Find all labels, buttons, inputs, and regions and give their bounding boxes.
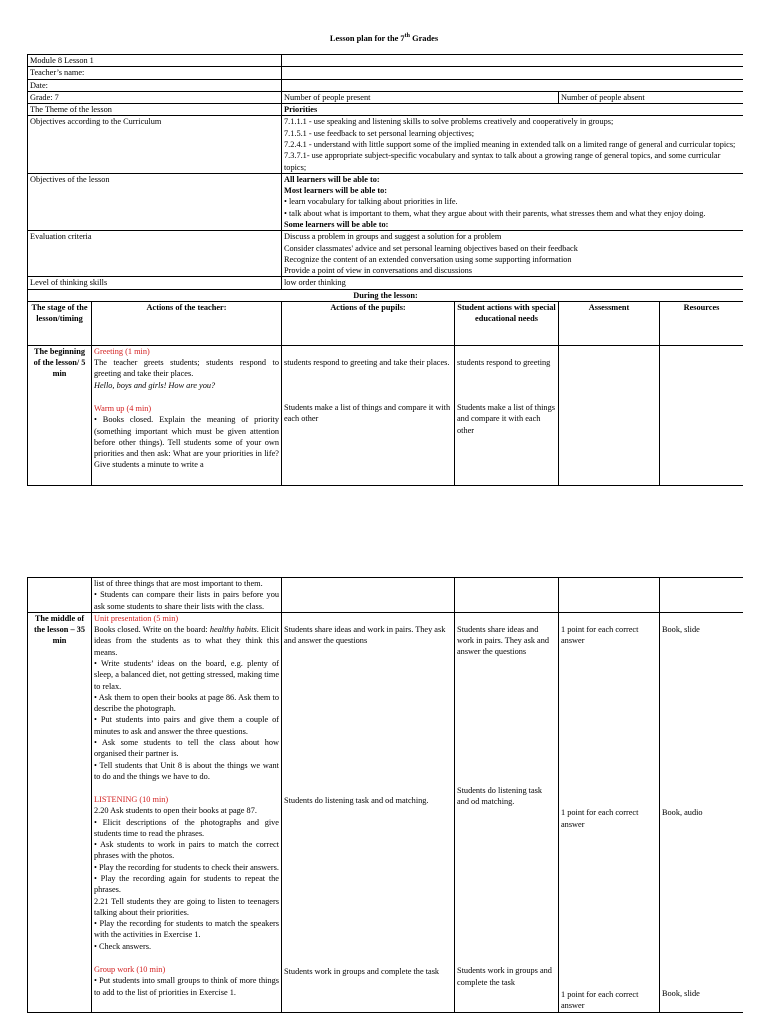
stage-header: The stage of the lesson/timing — [28, 301, 92, 345]
beginning-pupil-actions — [282, 345, 455, 485]
middle-stage: The middle of the lesson – 35 min — [28, 612, 92, 1012]
objectives-row — [28, 173, 744, 230]
thinking-level-row — [28, 277, 744, 289]
curriculum-line: 7.1.5.1 - use feedback to set personal learning objectives; — [284, 128, 475, 138]
curriculum-line: 7.1.1.1 - use speaking and listening skills to solve problems creatively and cooperatively in groups; — [284, 117, 614, 127]
curriculum-objectives — [282, 116, 744, 173]
date-label: Date: — [28, 79, 282, 91]
unit-step: • Put students into pairs and give them a couple of minutes to ask and answer the three questions. — [94, 715, 279, 736]
listening-step: • Elicit descriptions of the photographs and give students time to read the phrases. — [94, 817, 279, 838]
middle-row — [28, 612, 744, 1012]
continuation-row — [28, 578, 744, 613]
beginning-row — [28, 345, 744, 485]
unit-step: • Ask them to open their books at page 86. Ask them to describe the photograph. — [94, 692, 279, 714]
continuation-teacher-actions — [92, 578, 282, 613]
greeting-heading: Greeting (1 min) — [94, 346, 150, 356]
teacher-actions-header: Actions of the teacher: — [92, 301, 282, 345]
criteria-line: Discuss a problem in groups and suggest a solution for a problem — [284, 232, 502, 242]
unit-step: • Ask some students to tell the class about how organised their partner is. — [94, 737, 279, 759]
unit-step: • Write students’ ideas on the board, e.g. plenty of sleep, a balanced diet, not getting stressed, making time to relax. — [94, 658, 280, 691]
curriculum-row — [28, 116, 744, 173]
group-work-heading: Group work (10 min) — [94, 965, 166, 974]
group-assessment: 1 point for each correct answer — [561, 989, 639, 1011]
objective-line: • learn vocabulary for talking about priorities in life. — [284, 197, 458, 207]
sen-greeting: students respond to greeting — [457, 357, 551, 367]
evaluation-label: Evaluation criteria — [28, 231, 282, 277]
resources-header: Resources — [660, 301, 744, 345]
middle-assessment — [559, 612, 660, 1012]
listening-heading: LISTENING (10 min) — [94, 795, 169, 805]
unit-pupil-actions: Students share ideas and work in pairs. They ask and answer the questions — [284, 624, 446, 646]
grade-row — [28, 91, 744, 103]
greeting-phrase: Hello, boys and girls! How are you? — [94, 380, 216, 390]
listening-step: • Check answers. — [94, 941, 152, 951]
theme-label: The Theme of the lesson — [28, 104, 282, 116]
unit-sen-actions: Students share ideas and work in pairs. They ask and answer the questions — [457, 624, 550, 657]
some-learners-heading: Some learners will be able to: — [284, 219, 389, 229]
middle-resources — [660, 612, 744, 1012]
module-label: Module 8 Lesson 1 — [28, 55, 282, 67]
beginning-resources — [660, 345, 744, 485]
criteria-line: Provide a point of view in conversations and discussions — [284, 266, 473, 276]
criteria-line: Recognize the content of an extended conversation using some supporting information — [284, 254, 572, 264]
group-resources: Book, slide — [662, 989, 700, 999]
objective-line: • talk about what is important to them, what they argue about with their parents, what stresses them and what they enjoy doing. — [284, 208, 706, 218]
middle-pupil-actions — [282, 612, 455, 1012]
assessment-header: Assessment — [559, 301, 660, 345]
page-one — [27, 54, 743, 502]
objectives-label: Objectives of the lesson — [28, 173, 282, 230]
teacher-label: Teacher’s name: — [28, 67, 282, 79]
middle-teacher-actions — [92, 612, 282, 1012]
curriculum-line: 7.3.7.1- use appropriate subject-specific vocabulary and syntax to talk about a growing range of general topics, and some curricular topics; — [284, 151, 721, 172]
group-work-step: • Put students into small groups to think of more things to add to the list of priorities in Exercise 1. — [94, 976, 279, 997]
pupil-warm-up: Students make a list of things and compare it with each other — [284, 403, 451, 424]
present-label: Number of people present — [282, 91, 559, 103]
unit-intro: Books closed. Write on the board: healthy habits. Elicit ideas from the students as to what they think this means. — [94, 625, 279, 657]
listening-step: • Play the recording for students to check their answers. — [94, 862, 279, 872]
group-sen-actions: Students work in groups and complete the task — [457, 966, 552, 987]
sen-warm-up: Students make a list of things and compare it with each other — [457, 403, 555, 435]
middle-sen-actions — [455, 612, 559, 1012]
criteria-line: Consider classmates' advice and set personal learning objectives based on their feedback — [284, 243, 578, 253]
document-title: Lesson plan for the 7th Grades — [329, 33, 439, 43]
beginning-assessment — [559, 345, 660, 485]
curriculum-label: Objectives according to the Curriculum — [28, 116, 282, 173]
beginning-stage: The beginning of the lesson/ 5 min — [28, 345, 92, 485]
unit-assessment: 1 point for each correct answer — [561, 624, 639, 646]
lesson-objectives — [282, 173, 744, 230]
pupil-actions-header: Actions of the pupils: — [282, 301, 455, 345]
beginning-sen-actions — [455, 345, 559, 485]
evaluation-row — [28, 231, 744, 277]
theme-row — [28, 104, 744, 116]
listening-pupil-actions: Students do listening task and od matching. — [284, 796, 429, 806]
thinking-level-value: low order thinking — [282, 277, 744, 289]
lesson-plan-table-page-1 — [27, 54, 743, 486]
group-pupil-actions: Students work in groups and complete the task — [284, 966, 440, 976]
sen-actions-header: Student actions with special educational needs — [455, 301, 559, 345]
most-learners-heading: Most learners will be able to: — [284, 186, 387, 196]
pupil-greeting: students respond to greeting and take their places. — [284, 357, 450, 367]
listening-resources: Book, audio — [662, 808, 703, 818]
listening-step: • Ask students to work in pairs to match the correct phrases with the photos. — [94, 840, 279, 861]
grade-label: Grade: 7 — [28, 91, 282, 103]
listening-step: • Play the recording again for students to repeat the phrases. — [94, 874, 279, 895]
beginning-teacher-actions — [92, 345, 282, 485]
unit-presentation-heading: Unit presentation (5 min) — [94, 613, 179, 623]
page-two — [27, 577, 743, 1024]
listening-step: • Play the recording for students to match the speakers with the activities in Exercise 1. — [94, 919, 279, 940]
curriculum-line: 7.2.4.1 - understand with little support some of the implied meaning in extended talk on a limited range of general and curricular topics; — [284, 139, 736, 149]
during-lesson-row — [28, 289, 744, 301]
date-row — [28, 79, 744, 91]
teacher-row — [28, 67, 744, 79]
continuation-line: list of three things that are most important to them. — [94, 579, 263, 588]
theme-value: Priorities — [282, 104, 744, 116]
unit-resources: Book, slide — [662, 624, 700, 634]
during-lesson-heading: During the lesson: — [28, 289, 744, 301]
listening-step: 2.21 Tell students they are going to listen to teenagers talking about their priorities. — [94, 896, 279, 917]
column-header-row — [28, 301, 744, 345]
listening-step: 2.20 Ask students to open their books at page 87. — [94, 806, 257, 816]
listening-assessment: 1 point for each correct answer — [561, 808, 639, 829]
continuation-line: • Students can compare their lists in pairs before you ask some students to share their lists with the class. — [94, 590, 279, 611]
all-learners-heading: All learners will be able to: — [284, 174, 380, 184]
lesson-plan-table-page-2 — [27, 577, 743, 1013]
module-row — [28, 55, 744, 67]
greeting-text: The teacher greets students; students respond to greeting and take their places. — [94, 358, 279, 379]
unit-step: • Tell students that Unit 8 is about the things we want to do and the things we have to do. — [94, 760, 279, 781]
thinking-level-label: Level of thinking skills — [28, 277, 282, 289]
listening-sen-actions: Students do listening task and od matching. — [457, 785, 543, 806]
warm-up-heading: Warm up (4 min) — [94, 404, 152, 414]
absent-label: Number of people absent — [559, 91, 744, 103]
warm-up-text: • Books closed. Explain the meaning of priority (something important which must be given attention before other things). Tell students some of your own priorities and then ask: What are your priorities in life? Give students a minute to write a — [94, 415, 279, 470]
evaluation-criteria — [282, 231, 744, 277]
